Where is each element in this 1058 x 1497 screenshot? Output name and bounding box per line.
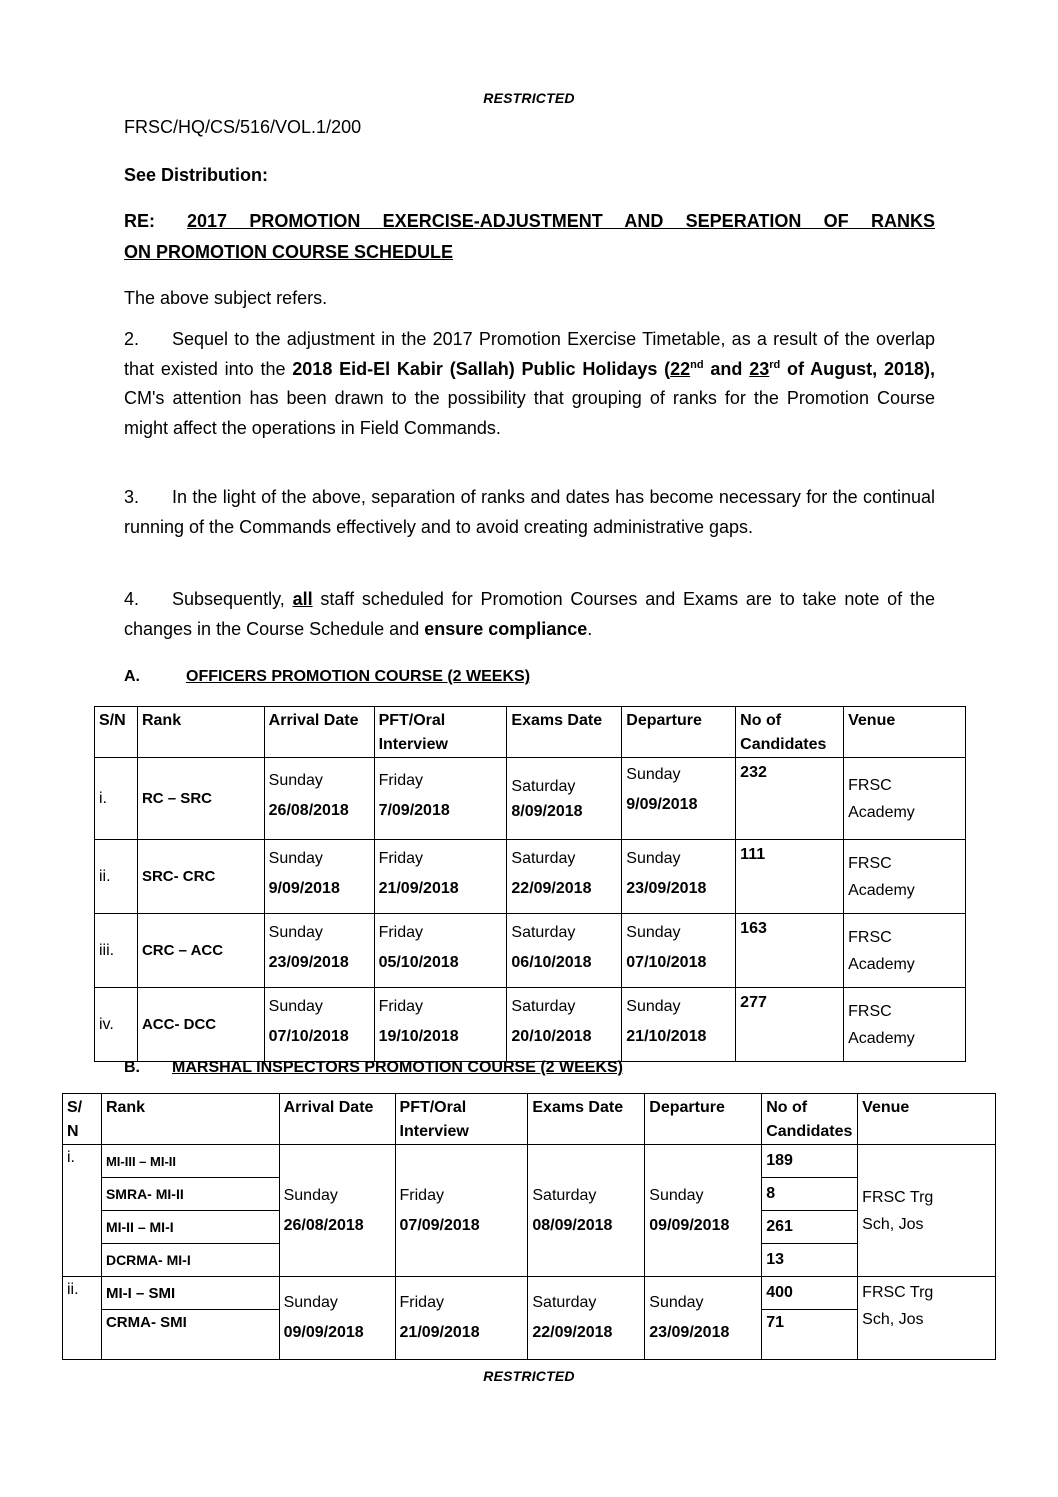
table-row: iii. CRC – ACC Sunday 23/09/2018 Friday 05/10/2018 Saturday 06/10/2018 Sunday 07/10/2018 163 FRSC Academy (95, 914, 966, 988)
header-exams: Exams Date (528, 1094, 645, 1145)
table-header-row (63, 1094, 996, 1145)
header-venue: Venue (844, 707, 966, 758)
header-rank: Rank (137, 707, 264, 758)
table-row: i. MI-III – MI-II Sunday 26/08/2018 Friday 07/09/2018 Saturday 08/09/2018 Sunday 09/09/2018 189 FRSC Trg Sch, Jos (63, 1145, 996, 1178)
table-row: SMRA- MI-II 8 (63, 1178, 996, 1211)
header-exams: Exams Date (507, 707, 622, 758)
classification-footer: RESTRICTED (483, 1368, 575, 1384)
section-b-heading: B. MARSHAL INSPECTORS PROMOTION COURSE (2 WEEKS) (124, 1059, 623, 1076)
section-b-title: MARSHAL INSPECTORS PROMOTION COURSE (2 WEEKS) (172, 1059, 623, 1076)
header-departure: Departure (645, 1094, 762, 1145)
header-candidates: No of Candidates (762, 1094, 858, 1145)
subject-line-1: 2017 PROMOTION EXERCISE-ADJUSTMENT AND SEPERATION OF RANKS (187, 211, 935, 231)
header-departure: Departure (622, 707, 736, 758)
paragraph-3: 3. In the light of the above, separation of ranks and dates has become necessary for the continual running of the Commands effectively and to avoid creating administrative gaps. (124, 483, 935, 542)
paragraph-number: 3. (124, 487, 140, 507)
header-venue: Venue (858, 1094, 996, 1145)
table-row: DCRMA- MI-I 13 (63, 1244, 996, 1277)
table-row: CRMA- SMI 71 (63, 1310, 996, 1360)
header-sn: S/N (95, 707, 138, 758)
subject-line-2: ON PROMOTION COURSE SCHEDULE (124, 242, 454, 262)
paragraph-number: 4. (124, 589, 140, 609)
intro-paragraph: The above subject refers. (124, 288, 328, 308)
distribution-line: See Distribution: (124, 165, 269, 185)
header-sn: S/ N (63, 1094, 102, 1145)
table-row: i. RC – SRC Sunday 26/08/2018 Friday 7/09/2018 Saturday 8/09/2018 Sunday 9/09/2018 232 FRSC Academy (95, 758, 966, 840)
header-candidates: No of Candidates (736, 707, 844, 758)
marshal-inspectors-schedule-table (62, 1093, 996, 1360)
section-a-heading: A. OFFICERS PROMOTION COURSE (2 WEEKS) (124, 668, 531, 685)
header-arrival: Arrival Date (279, 1094, 395, 1145)
section-a-title: OFFICERS PROMOTION COURSE (2 WEEKS) (186, 668, 531, 685)
re-label: RE: (124, 211, 155, 231)
table-row: ii. MI-I – SMI Sunday 09/09/2018 Friday 21/09/2018 Saturday 22/09/2018 Sunday 23/09/2018 400 FRSC Trg Sch, Jos (63, 1277, 996, 1310)
paragraph-number: 2. (124, 329, 140, 349)
classification-header: RESTRICTED (483, 90, 575, 106)
table-row: MI-II – MI-I 261 (63, 1211, 996, 1244)
table-row: iv. ACC- DCC Sunday 07/10/2018 Friday 19/10/2018 Saturday 20/10/2018 Sunday 21/10/2018 277 FRSC Academy (95, 988, 966, 1062)
table-header-row (95, 707, 966, 758)
paragraph-4: 4. Subsequently, all staff scheduled for Promotion Courses and Exams are to take note of the changes in the Course Schedule and ensure compliance. (124, 585, 935, 644)
officers-schedule-table (94, 706, 966, 1062)
header-rank: Rank (101, 1094, 279, 1145)
paragraph-2: 2. Sequel to the adjustment in the 2017 Promotion Exercise Timetable, as a result of the overlap that existed into the 2018 Eid-El Kabir (Sallah) Public Holidays (22nd and 23rd of August, 2018), CM's attention has been drawn to the possibility that grouping of ranks for the Promotion Course might affect the operations in Field Commands. (124, 325, 935, 443)
table-row: ii. SRC- CRC Sunday 9/09/2018 Friday 21/09/2018 Saturday 22/09/2018 Sunday 23/09/2018 111 FRSC Academy (95, 840, 966, 914)
header-pft: PFT/Oral Interview (374, 707, 507, 758)
reference-number: FRSC/HQ/CS/516/VOL.1/200 (124, 117, 362, 137)
header-arrival: Arrival Date (264, 707, 374, 758)
header-pft: PFT/Oral Interview (395, 1094, 528, 1145)
